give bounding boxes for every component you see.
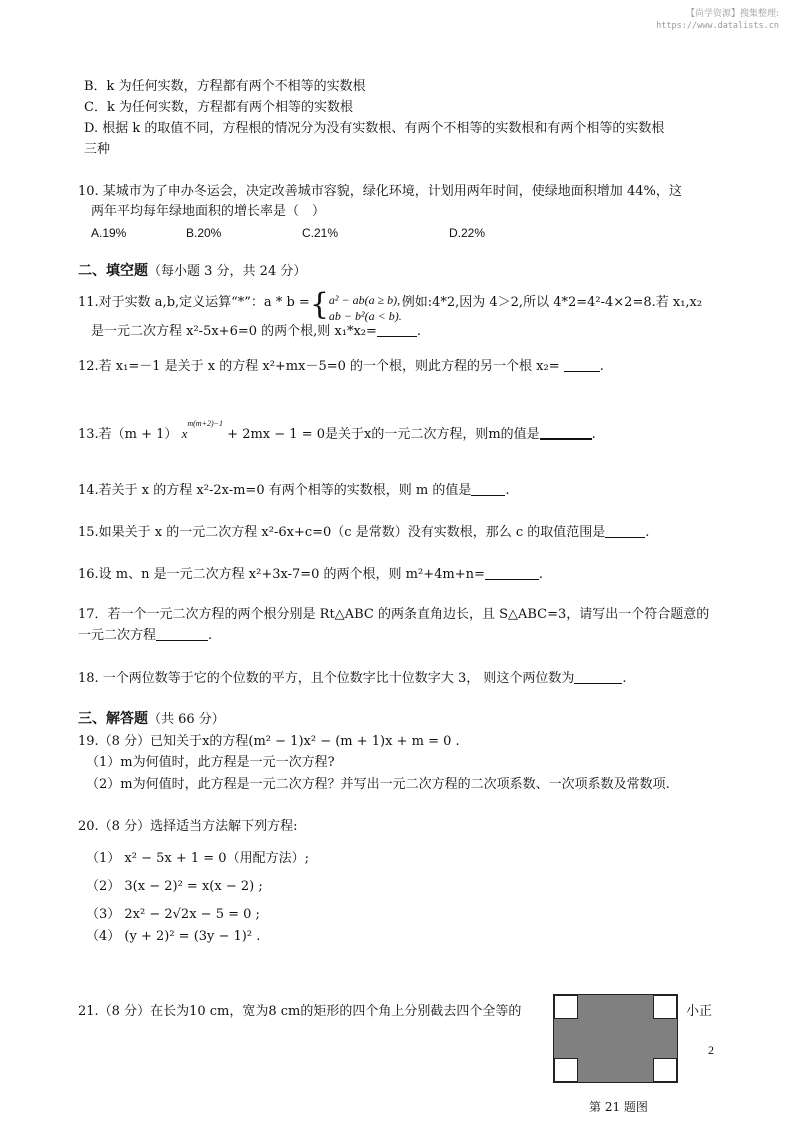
q11-cases [329, 292, 402, 324]
q11-text [78, 287, 703, 324]
q20-sub-3: （3） 2x² − 2√2x − 5 = 0 ; [86, 907, 260, 922]
q12-body: 12.若 x₁=－1 是关于 x 的方程 x²+mx－5=0 的一个根，则此方程的另一个根 x₂= [78, 359, 560, 374]
q21-figure [553, 994, 678, 1083]
q21-corner-square-bottom-right [653, 1058, 677, 1082]
header-source: 【尚学资源】搜集整理: [685, 9, 779, 19]
q21-corner-square-top-left [554, 995, 578, 1019]
section-2-note: （每小题 3 分，共 24 分） [148, 264, 307, 279]
q12-text: 12.若 x₁=－1 是关于 x 的方程 x²+mx－5=0 的一个根，则此方程的另一个根 x₂= . [78, 359, 604, 374]
q16-body: 16.设 m、n 是一元二次方程 x²+3x-7=0 的两个根，则 m²+4m+n= [78, 567, 485, 582]
q19-sub-2: （2）m为何值时，此方程是一元二次方程？并写出一元二次方程的二次项系数、一次项系数及常数项. [86, 777, 670, 792]
q10-option-d: D.22% [449, 226, 486, 240]
q13-exponent: m(m+2)−1 [187, 419, 224, 428]
q21-text: 21.（8 分）在长为10 cm，宽为8 cm的矩形的四个角上分别截去四个全等的 [78, 1004, 522, 1019]
q13-x: x [181, 426, 188, 441]
q11-case-2: ab − b²(a < b). [328, 309, 402, 323]
q12-answer-blank[interactable] [564, 358, 600, 372]
q10-option-c: C.21% [302, 226, 339, 240]
q11-line2: 是一元二次方程 x²-5x+6=0 的两个根,则 x₁*x₂= [91, 324, 377, 339]
q10-text: 10. 某城市为了申办冬运会，决定改善城市容貌，绿化环境，计划用两年时间，使绿地面积增加 44%，这 [78, 184, 682, 199]
q11-text-cont: 是一元二次方程 x²-5x+6=0 的两个根,则 x₁*x₂= . [91, 324, 422, 339]
header-url: https://www.datalists.cn [656, 21, 779, 31]
q11-pre: 11.对于实数 a,b,定义运算“*”：a * b = [78, 295, 310, 310]
q16-text: 16.设 m、n 是一元二次方程 x²+3x-7=0 的两个根，则 m²+4m+n= . [78, 567, 544, 582]
q21-figure-caption: 第 21 题图 [589, 1100, 648, 1114]
section-3-heading [78, 710, 225, 729]
q21-corner-square-top-right [653, 995, 677, 1019]
q14-answer-blank[interactable] [471, 482, 505, 496]
q17-text-cont: 一元二次方程 . [78, 628, 213, 643]
q20-sub-4: （4） (y + 2)² = (3y − 1)² . [86, 929, 261, 944]
page-number: 2 [708, 1043, 714, 1057]
q20-text: 20.（8 分）选择适当方法解下列方程: [78, 819, 298, 834]
q20-sub-1: （1） x² − 5x + 1 = 0（用配方法）; [86, 851, 309, 866]
q17-answer-blank[interactable] [156, 627, 208, 641]
q13-text: 13.若（m + 1） $x^{m(m+2)-1} + 2mx - 1 = 0$是关于x的一元二次方程，则m的值是 . [78, 419, 596, 442]
q20-sub-2: （2） 3(x − 2)² = x(x − 2) ; [86, 879, 263, 894]
section-2-heading [78, 262, 306, 281]
q14-text: 14.若关于 x 的方程 x²-2x-m=0 有两个相等的实数根，则 m 的值是 . [78, 483, 510, 498]
q16-answer-blank[interactable] [485, 566, 539, 580]
section-3-title: 三、解答题 [78, 711, 148, 727]
q10-text-cont: 两年平均每年绿地面积的增长率是（ ） [91, 204, 326, 219]
q10-option-a: A.19% [91, 226, 127, 240]
q14-body: 14.若关于 x 的方程 x²-2x-m=0 有两个相等的实数根，则 m 的值是 [78, 483, 472, 498]
q18-answer-blank[interactable] [574, 670, 622, 684]
q13-post: + 2mx − 1 = 0是关于x的一元二次方程，则m的值是 [223, 427, 540, 442]
q18-text: 18. 一个两位数等于它的个位数的平方，且个位数字比十位数字大 3， 则这个两位数为 . [78, 671, 627, 686]
q15-text: 15.如果关于 x 的一元二次方程 x²-6x+c=0（c 是常数）没有实数根，那么 c 的取值范围是 . [78, 525, 650, 540]
q15-answer-blank[interactable] [605, 524, 645, 538]
q19-text: 19.（8 分）已知关于x的方程(m² − 1)x² − (m + 1)x + m = 0 . [78, 734, 460, 749]
q9-option-c: C．k 为任何实数，方程都有两个相等的实数根 [84, 100, 353, 115]
q11-brace: { [309, 287, 329, 322]
q15-body: 15.如果关于 x 的一元二次方程 x²-6x+c=0（c 是常数）没有实数根，那么 c 的取值范围是 [78, 525, 606, 540]
q9-option-d-cont: 三种 [84, 142, 111, 157]
q9-option-d: D. 根据 k 的取值不同，方程根的情况分为没有实数根、有两个不相等的实数根和有两个相等的实数根 [84, 121, 665, 136]
q18-body: 18. 一个两位数等于它的个位数的平方，且个位数字比十位数字大 3， 则这个两位数为 [78, 671, 575, 686]
q13-answer-blank[interactable] [540, 425, 592, 440]
page-header [656, 8, 779, 32]
q17-line2: 一元二次方程 [78, 628, 157, 643]
q11-post: 例如:4*2,因为 4＞2,所以 4*2=4²-4×2=8.若 x₁,x₂ [401, 295, 703, 310]
q19-sub-1: （1）m为何值时，此方程是一元一次方程? [86, 755, 335, 770]
q21-corner-square-bottom-left [554, 1058, 578, 1082]
q21-text-tail: 小正 [686, 1004, 713, 1019]
q11-answer-blank[interactable] [377, 323, 417, 337]
section-2-title: 二、填空题 [78, 263, 148, 279]
q13-pre: 13.若（m + 1） [78, 427, 178, 442]
section-3-note: （共 66 分） [148, 712, 225, 727]
q10-option-b: B.20% [186, 226, 222, 240]
q9-option-b: B．k 为任何实数，方程都有两个不相等的实数根 [84, 79, 366, 94]
q11-case-1: a² − ab(a ≥ b), [328, 293, 401, 307]
q17-text: 17．若一个一元二次方程的两个根分别是 Rt△ABC 的两条直角边长，且 S△ABC=3，请写出一个符合题意的 [78, 607, 710, 622]
